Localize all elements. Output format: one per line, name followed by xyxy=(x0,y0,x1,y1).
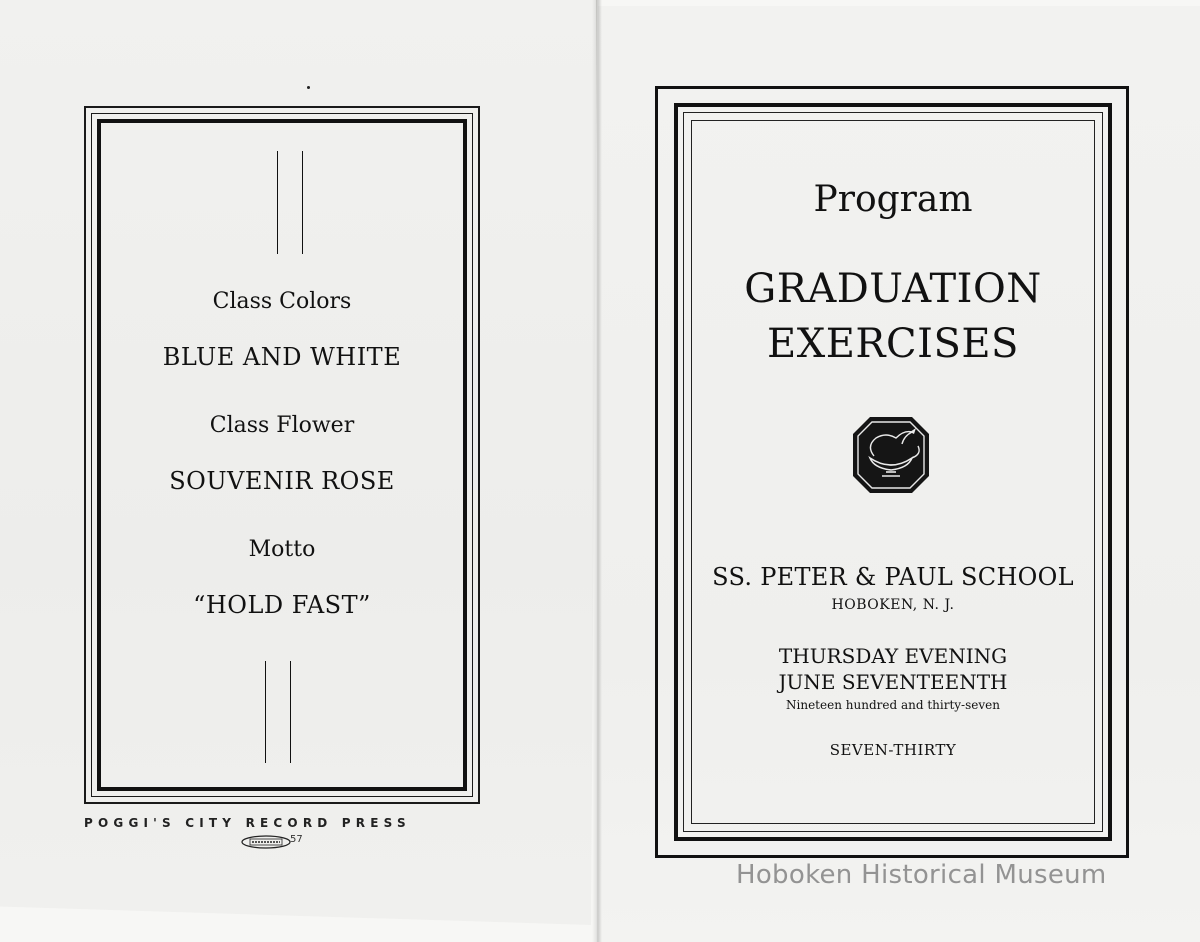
event-year: Nineteen hundred and thirty-seven xyxy=(786,698,1000,712)
center-fold xyxy=(592,0,602,942)
union-label-icon xyxy=(240,834,320,850)
class-colors-value: BLUE AND WHITE xyxy=(162,343,402,371)
event-date: JUNE SEVENTEENTH xyxy=(778,670,1008,694)
left-frame-inner xyxy=(97,119,467,791)
event-time: SEVEN-THIRTY xyxy=(829,741,957,759)
class-flower-label: Class Flower xyxy=(209,413,355,438)
school-name: SS. PETER & PAUL SCHOOL xyxy=(712,563,1074,591)
title-line-1: GRADUATION xyxy=(744,266,1042,312)
class-colors-label: Class Colors xyxy=(212,289,352,314)
lamp-of-learning-icon xyxy=(852,416,930,494)
printer-credit: POGGI'S CITY RECORD PRESS xyxy=(84,816,411,830)
bottom-ornament-rules xyxy=(265,661,291,763)
motto-value: “HOLD FAST” xyxy=(193,591,371,619)
program-heading: Program xyxy=(813,179,973,220)
title-line-2: EXERCISES xyxy=(767,321,1019,367)
school-location: HOBOKEN, N. J. xyxy=(831,597,955,613)
top-ornament-rules xyxy=(277,151,303,254)
ink-speck xyxy=(307,86,310,89)
union-label-number: 57 xyxy=(290,834,303,845)
museum-watermark: Hoboken Historical Museum xyxy=(736,860,1107,890)
motto-label: Motto xyxy=(248,537,316,562)
event-day: THURSDAY EVENING xyxy=(778,644,1008,668)
class-flower-value: SOUVENIR ROSE xyxy=(169,467,395,495)
